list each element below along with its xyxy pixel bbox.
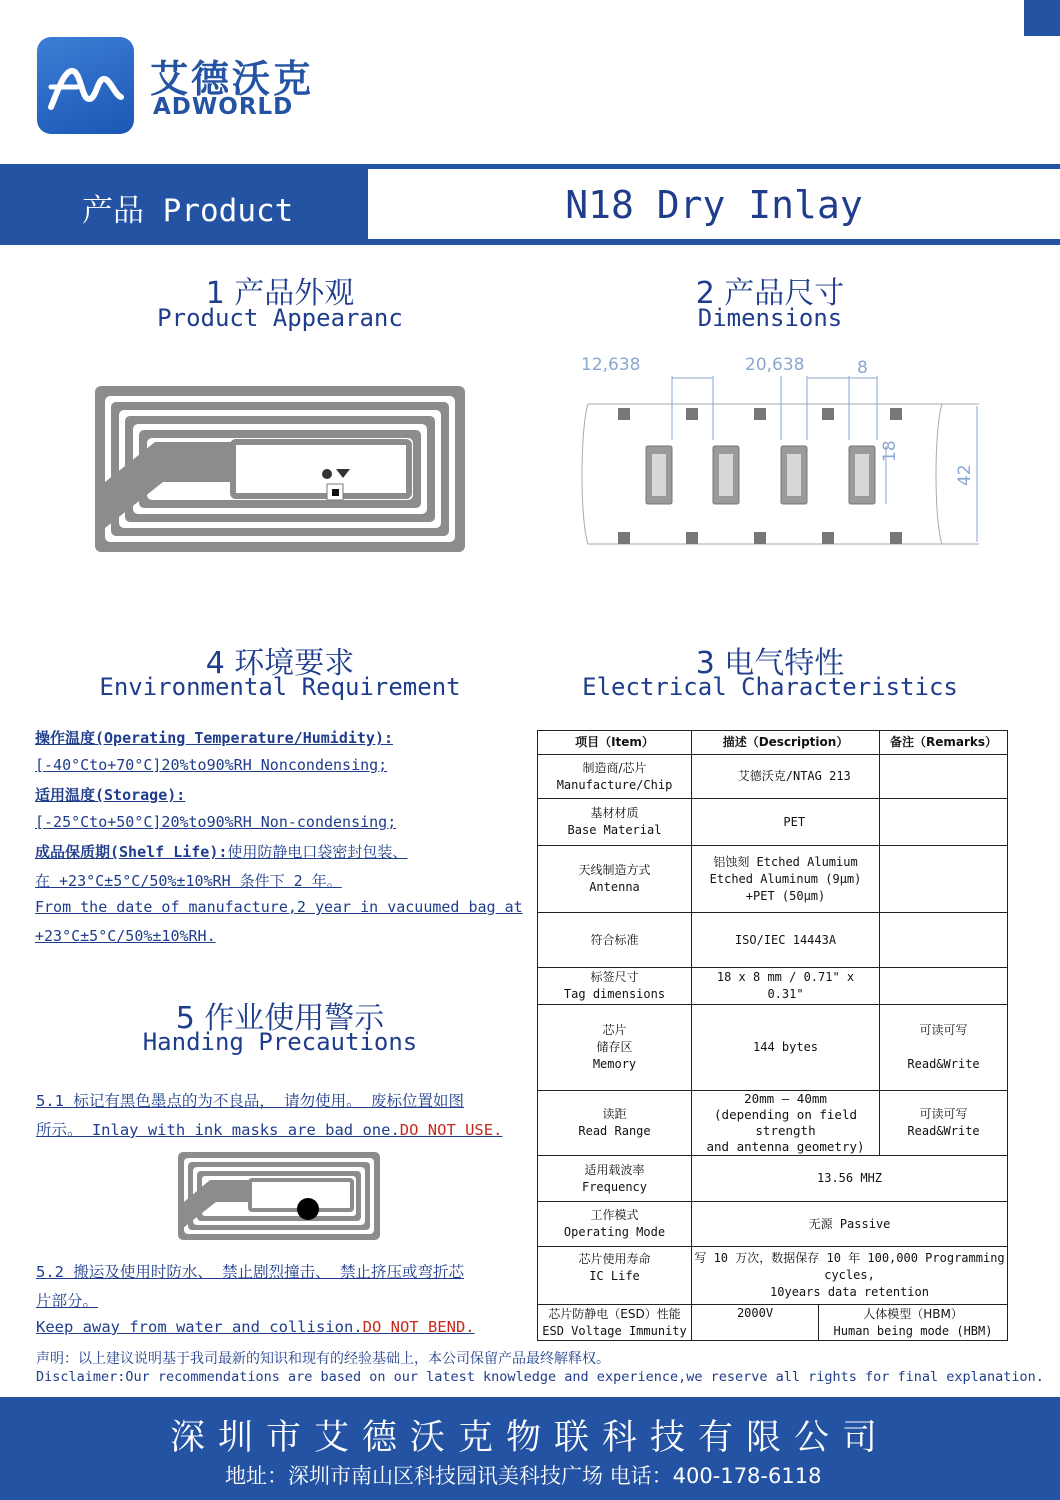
antenna-value-3: +PET (50μm): [745, 888, 826, 903]
memory-en: Memory: [592, 1057, 637, 1071]
environment-heading-cn: 4 环境要求: [205, 646, 355, 681]
product-title: N18 Dry Inlay: [565, 183, 863, 227]
handling-point-1-text: 所示。 Inlay with ink masks are bad one.: [36, 1121, 400, 1139]
table-row-operating-mode: [538, 1202, 1008, 1247]
read-range-remark-cn: 可读可写: [919, 1107, 968, 1121]
memory-value: 144 bytes: [692, 1005, 880, 1091]
table-row-esd: [538, 1305, 1008, 1341]
esd-value: 2000V: [692, 1305, 819, 1341]
environment-heading-en: Environmental Requirement: [99, 673, 461, 701]
bad-inlay-illustration: [178, 1152, 380, 1240]
dimension-gap: 8: [857, 358, 868, 378]
read-range-cn: 读距: [602, 1107, 627, 1121]
antenna-value-1: 铝蚀刻 Etched Alumium: [713, 854, 858, 869]
table-row-ic-life: [538, 1247, 1008, 1305]
memory-remark-cn: 可读可写: [919, 1023, 968, 1037]
product-label: 产品 Product: [82, 193, 294, 229]
read-range-value-3: and antenna geometry): [706, 1139, 865, 1154]
shelf-life-english-2: +23°C±5°C/50%±10%RH.: [35, 927, 216, 945]
handling-point-2-text: Keep away from water and collision.: [36, 1318, 363, 1336]
read-range-remark-en: Read&Write: [907, 1124, 980, 1138]
table-row-antenna: [538, 846, 1008, 913]
storage-temp-value: [-25°Cto+50°C]20%to90%RH Non-condensing;: [35, 813, 397, 831]
dimension-pitch-1: 12,638: [581, 355, 641, 375]
electrical-heading-cn: 3 电气特性: [695, 646, 845, 681]
dimensions-drawing: [574, 350, 989, 550]
memory-cn-1: 芯片: [602, 1023, 627, 1037]
frequency-en: Frequency: [581, 1179, 648, 1194]
dimension-width: 42: [955, 464, 975, 486]
table-header-row: [538, 731, 1008, 755]
dimensions-heading-cn: 2 产品尺寸: [695, 276, 845, 311]
appearance-heading-cn: 1 产品外观: [205, 276, 355, 311]
do-not-use-warning: DO NOT USE.: [399, 1121, 503, 1139]
shelf-life-value: 使用防静电口袋密封包装、: [227, 843, 408, 861]
standard-value: ISO/IEC 14443A: [692, 913, 880, 968]
table-row-frequency: [538, 1156, 1008, 1202]
storage-temp-label: 适用温度(Storage):: [35, 786, 186, 804]
read-range-value-2: (depending on field strength: [714, 1107, 858, 1138]
ic-life-en: IC Life: [589, 1269, 640, 1283]
corner-accent: [1024, 0, 1060, 36]
handling-heading-cn: 5 作业使用警示: [175, 1001, 385, 1036]
disclaimer-en: Disclaimer:Our recommendations are based on our latest knowledge and experience,we reserve all rights for final explanation.: [36, 1369, 1044, 1385]
manufacture-value: 艾德沃克/NTAG 213: [710, 755, 880, 799]
esd-en: ESD Voltage Immunity: [542, 1323, 687, 1338]
memory-remark-en: Read&Write: [907, 1057, 980, 1071]
operating-mode-value: 无源 Passive: [692, 1202, 1008, 1247]
company-name: 深圳市艾德沃克物联科技有限公司: [169, 1418, 890, 1458]
ic-life-value-1: 写 10 万次，数据保存 10 年 100,000 Programming: [694, 1251, 1005, 1265]
ic-life-value-2: cycles,: [824, 1268, 875, 1282]
ic-life-value-3: 10years data retention: [770, 1285, 929, 1299]
operating-mode-en: Operating Mode: [563, 1225, 666, 1239]
logo-english-name: ADWORLD: [153, 94, 294, 120]
base-material-cn: 基材材质: [590, 806, 639, 820]
company-address: 地址：深圳市南山区科技园讯美科技广场 电话：400-178-6118: [225, 1464, 822, 1488]
tag-dimensions-value-1: 18 x 8 mm / 0.71" x: [716, 970, 855, 984]
table-row-tag-dimensions: [538, 968, 1008, 1005]
header-remarks: 备注（Remarks）: [880, 731, 1008, 755]
base-material-en: Base Material: [567, 823, 662, 837]
ic-life-cn: 芯片使用寿命: [578, 1252, 651, 1266]
table-row-read-range: [538, 1091, 1008, 1156]
frequency-cn: 适用载波率: [584, 1162, 645, 1177]
read-range-value-1: 20mm – 40mm: [744, 1091, 827, 1106]
logo-chinese-name: 艾德沃克: [150, 57, 315, 101]
base-material-value: PET: [710, 799, 880, 846]
header-description: 描述（Description）: [692, 731, 880, 755]
read-range-en: Read Range: [578, 1124, 651, 1138]
operating-mode-cn: 工作模式: [590, 1208, 639, 1222]
company-logo: [37, 37, 134, 134]
antenna-value-2: Etched Aluminum (9μm): [709, 871, 862, 886]
manufacture-en: Manufacture/Chip: [556, 777, 673, 792]
memory-cn-2: 储存区: [596, 1040, 633, 1054]
shelf-life-label: 成品保质期(Shelf Life):: [35, 843, 228, 861]
table-row-memory: [538, 1005, 1008, 1091]
shelf-life-english-1: From the date of manufacture,2 year in vacuumed bag at: [35, 898, 523, 916]
tag-dimensions-cn: 标签尺寸: [590, 970, 639, 984]
wave-logo-icon: [37, 37, 134, 134]
esd-cn: 芯片防静电（ESD）性能: [548, 1306, 681, 1321]
esd-remark-cn: 人体模型（HBM）: [863, 1306, 963, 1321]
electrical-heading-en: Electrical Characteristics: [582, 673, 958, 701]
antenna-en: Antenna: [589, 880, 640, 894]
dimension-chip-height: 18: [880, 440, 900, 462]
frequency-value: 13.56 MHZ: [692, 1156, 1008, 1202]
handling-point-1-line-1: 5.1 标记有黑色墨点的为不良品， 请勿使用。 废标位置如图: [36, 1092, 464, 1110]
shelf-life-condition: 在 +23°C±5°C/50%±10%RH 条件下 2 年。: [35, 872, 342, 890]
do-not-bend-warning: DO NOT BEND.: [362, 1318, 475, 1336]
tag-dimensions-value-2: 0.31": [767, 987, 804, 1001]
handling-point-2-line-1: 5.2 搬运及使用时防水、 禁止剧烈撞击、 禁止挤压或弯折芯: [36, 1263, 464, 1281]
handling-heading-en: Handing Precautions: [142, 1028, 418, 1056]
manufacture-cn: 制造商/芯片: [582, 760, 647, 775]
handling-point-1-line-2: [36, 1118, 502, 1140]
dimension-pitch-2: 20,638: [745, 355, 805, 375]
standard-cn: 符合标准: [538, 913, 692, 968]
table-row-manufacture: [538, 755, 1008, 799]
electrical-spec-table: [537, 730, 1008, 1341]
table-row-base-material: [538, 799, 1008, 846]
operating-temp-value: [-40°Cto+70°C]20%to90%RH Noncondensing;: [35, 756, 388, 774]
header-band-underline: [368, 239, 1060, 245]
disclaimer-cn: 声明：以上建议说明基于我司最新的知识和现有的经验基础上，本公司保留产品最终解释权。: [36, 1351, 610, 1367]
shelf-life-line: [35, 841, 407, 862]
antenna-cn: 天线制造方式: [578, 863, 651, 877]
handling-point-2-line-3: [36, 1318, 475, 1336]
header-item: 项目（Item）: [538, 731, 692, 755]
esd-remark-en: Human being mode (HBM): [833, 1323, 993, 1338]
appearance-heading-en: Product Appearanc: [157, 304, 403, 332]
table-row-standard: [538, 913, 1008, 968]
handling-point-2-line-2: 片部分。: [36, 1292, 99, 1310]
tag-dimensions-en: Tag dimensions: [563, 987, 666, 1001]
inlay-appearance-illustration: [95, 386, 465, 552]
operating-temp-label: 操作温度(Operating Temperature/Humidity):: [35, 729, 394, 747]
dimensions-heading-en: Dimensions: [697, 304, 843, 332]
